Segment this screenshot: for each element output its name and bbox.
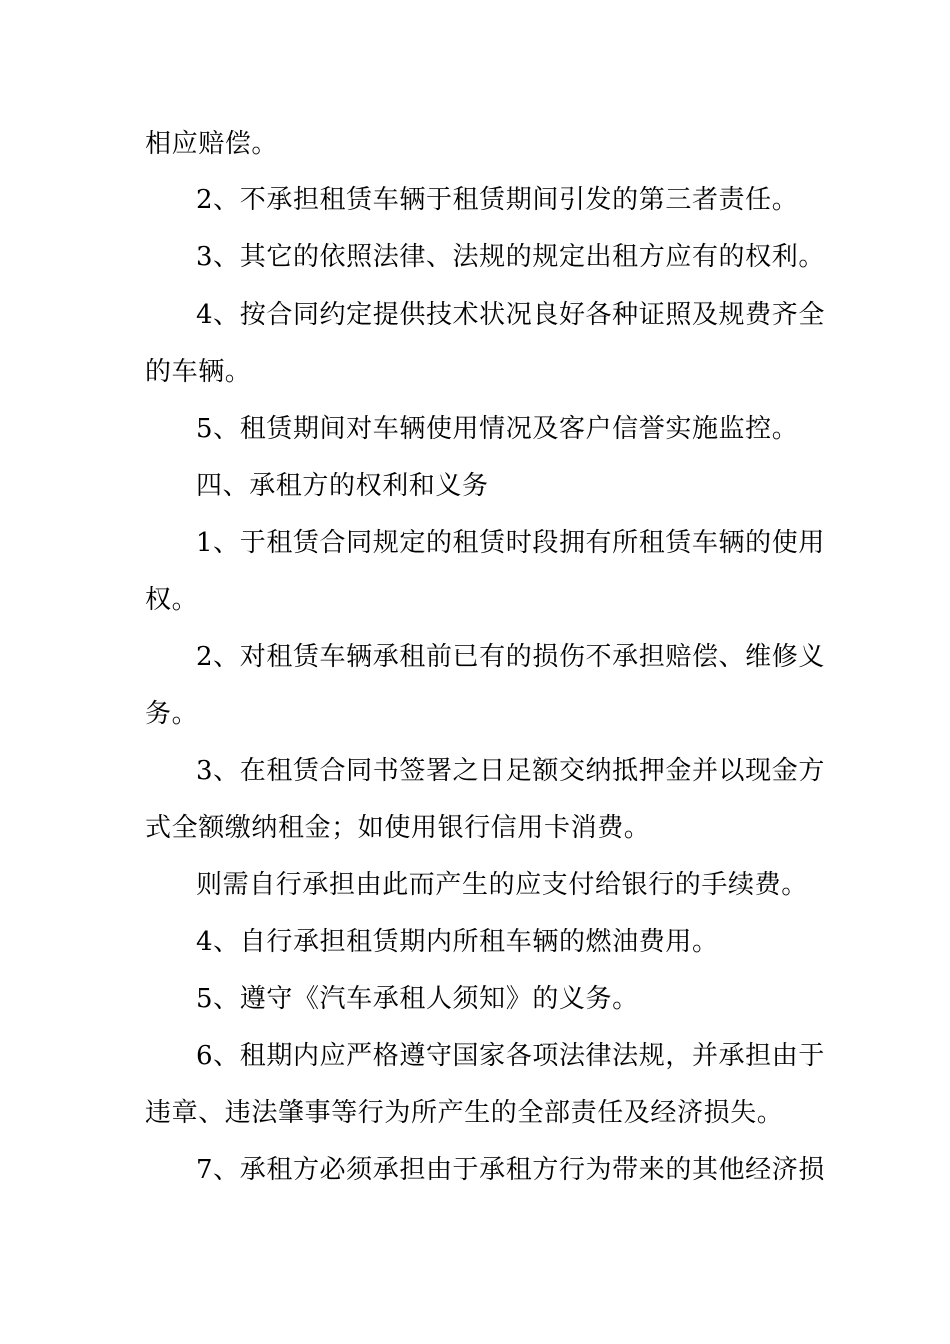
- text-line: 2、对租赁车辆承租前已有的损伤不承担赔偿、维修义: [196, 642, 825, 672]
- text-line: 6、租期内应严格遵守国家各项法律法规，并承担由于: [196, 1041, 825, 1071]
- text-line: 3、在租赁合同书签署之日足额交纳抵押金并以现金方: [196, 756, 825, 786]
- text-line: 5、租赁期间对车辆使用情况及客户信誉实施监控。: [196, 414, 799, 444]
- text-line: 权。: [145, 585, 199, 615]
- text-line: 2、不承担租赁车辆于租赁期间引发的第三者责任。: [196, 185, 799, 215]
- text-line: 7、承租方必须承担由于承租方行为带来的其他经济损: [196, 1155, 825, 1185]
- text-line: 的车辆。: [145, 357, 252, 387]
- section-heading: 四、承租方的权利和义务: [196, 471, 489, 501]
- text-line: 5、遵守《汽车承租人须知》的义务。: [196, 984, 639, 1014]
- text-line: 式全额缴纳租金；如使用银行信用卡消费。: [145, 813, 651, 843]
- text-line: 违章、违法肇事等行为所产生的全部责任及经济损失。: [145, 1098, 784, 1128]
- text-line: 则需自行承担由此而产生的应支付给银行的手续费。: [196, 870, 808, 900]
- text-line: 4、按合同约定提供技术状况良好各种证照及规费齐全: [196, 300, 825, 330]
- text-line: 相应赔偿。: [145, 129, 279, 159]
- text-line: 务。: [145, 699, 199, 729]
- text-line: 4、自行承担租赁期内所租车辆的燃油费用。: [196, 927, 719, 957]
- text-line: 3、其它的依照法律、法规的规定出租方应有的权利。: [196, 242, 825, 272]
- text-line: 1、于租赁合同规定的租赁时段拥有所租赁车辆的使用: [196, 528, 825, 558]
